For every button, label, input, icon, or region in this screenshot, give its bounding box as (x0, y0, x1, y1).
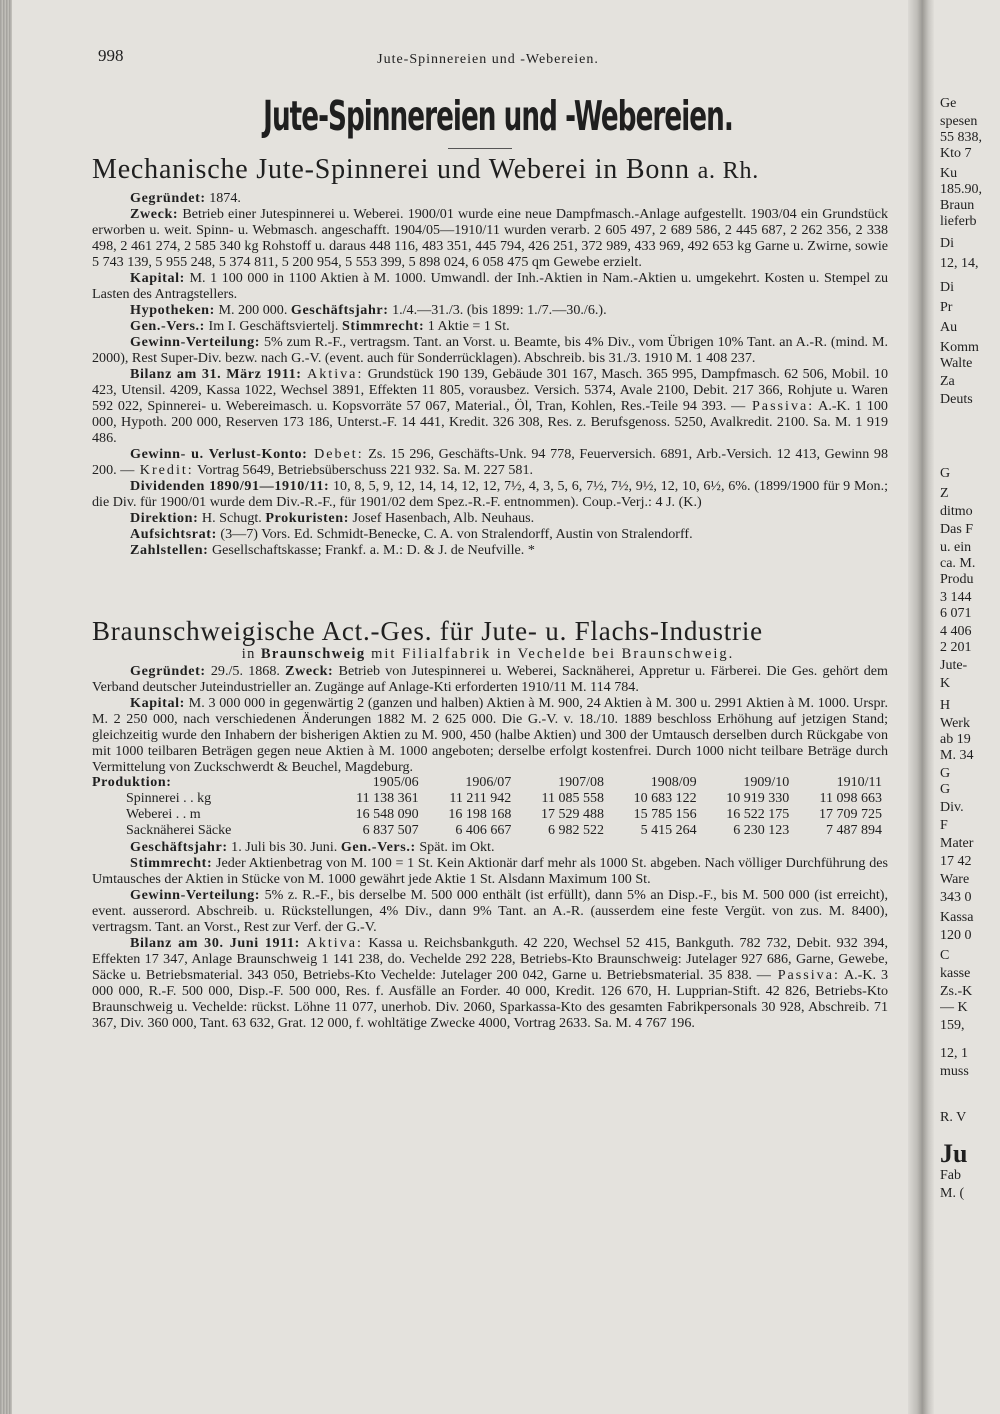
field-text: M. 1 100 000 in 1100 Aktien à M. 1000. Umwandl. der Inh.-Aktien in Nam.-Aktien u. umgekehrt. Kosten u. Stempel zu Lasten des Antragstellers. (92, 270, 888, 302)
production-year: 1907/08 (558, 775, 604, 790)
adjacent-fragment: kasse (940, 966, 971, 981)
production-year: 1908/09 (650, 775, 697, 790)
production-year: 1910/11 (836, 775, 882, 790)
adjacent-fragment: Div. (940, 800, 964, 815)
entry-paragraph (92, 526, 888, 542)
adjacent-fragment: Di (940, 236, 954, 251)
entry-paragraph (92, 318, 888, 334)
field-label: Bilanz am 31. März 1911: (130, 366, 302, 382)
production-row-label: Sacknäherei Säcke (126, 823, 232, 838)
production-cell: 16 548 090 (355, 807, 419, 822)
production-cell: 11 098 663 (819, 791, 882, 806)
production-row-label: Spinnerei . . kg (126, 791, 212, 806)
field-text: A.-K. 1 100 000, Hypoth. 200 000, Reserven 173 186, Unterst.-F. 14 441, Kredit. 326 308, Res. z. Berufsgenoss. 5250, Avalkredit. 2100. Sa. M. 1 919 486. (92, 398, 888, 446)
adjacent-fragment: Za (940, 374, 955, 389)
field-text: Spät. im Okt. (415, 839, 495, 855)
adjacent-fragment: Jute- (940, 658, 968, 673)
field-label: Geschäftsjahr: (130, 839, 228, 855)
field-label: Zahlstellen: (130, 542, 209, 558)
book-spine-edge (0, 0, 12, 1414)
entry-paragraph (92, 334, 888, 366)
entry-paragraph (92, 695, 888, 775)
adjacent-fragment: G (940, 466, 951, 481)
field-label: Stimmrecht: (130, 855, 213, 871)
adjacent-page-fragment (940, 0, 1000, 1414)
adjacent-fragment: Komm (940, 340, 979, 355)
spaced-label: Kredit: (134, 462, 194, 478)
field-text: 1./4.—31./3. (bis 1899: 1./7.—30./6.). (388, 302, 607, 318)
adjacent-fragment: Braun (940, 198, 975, 213)
company2-body-a (92, 663, 888, 775)
field-text: Kassa u. Reichsbankguth. 42 220, Wechsel 52 415, Bankguth. 782 732, Debit. 932 394, Effekten 17 347, Anlage Braunschweig 1 141 238, do. Vechelde 292 228, Betriebs-Kto Braunschweig: Jutelager 927 686, Garne, Gewebe, Säcke u. Betriebsmaterial. 343 050, Betriebs-Kto Vechelde: Jutelager 200 042, Garne u. Betriebsmaterial. 35 838. — (92, 935, 888, 983)
entry-paragraph (92, 663, 888, 695)
production-cell: 16 198 168 (448, 807, 512, 822)
adjacent-fragment: Fab (940, 1168, 961, 1183)
field-text: Betrieb einer Jutespinnerei u. Weberei. 1900/01 wurde eine neue Dampfmasch.-Anlage aufgestellt. 1903/04 ein Grundstück erworben u. weit. Spinn- u. Webmasch. angeschafft. 1904/05—1910/11 wurden verarb. 2 605 497, 2 689 586, 2 445 687, 2 262 356, 2 338 498, 2 461 274, 2 585 340 kg Rohstoff u. daraus 448 116, 483 351, 445 794, 426 251, 372 989, 433 969, 492 653 kg Garne u. Zwirne, sowie 5 743 139, 5 955 248, 5 374 811, 5 200 954, 5 553 399, 5 898 024, 6 058 475 qm Gewebe erzielt. (92, 206, 888, 270)
adjacent-fragment: Deuts (940, 392, 973, 407)
field-text: Grundstück 190 139, Gebäude 301 167, Masch. 365 995, Dampfmasch. 62 506, Mobil. 10 423, Utensil. 4209, Kassa 1022, Wechsel 3891, Effekten 11 805, vorausbez. Versich. 5374, Avale 2100, Debit. 217 366, Rohjute u. Waren 592 022, Spinnerei- u. Webereimasch. u. Kopsvorräte 57 067, Material., Öl, Tran, Kohlen, Res.-Teile 94 393. — (92, 366, 888, 414)
company2-subline-pre: in (241, 646, 261, 662)
adjacent-fragment: 12, 1 (940, 1046, 968, 1061)
field-text: (3—7) Vors. Ed. Schmidt-Benecke, C. A. von Stralendorff, Austin von Stralendorff. (216, 526, 693, 542)
spaced-label: Debet: (307, 446, 364, 462)
entry-paragraph (92, 887, 888, 935)
production-cell: 10 919 330 (726, 791, 790, 806)
field-label: Zweck: (130, 206, 179, 222)
adjacent-fragment: 4 406 (940, 624, 972, 639)
entry-paragraph (92, 302, 888, 318)
adjacent-fragment: lieferb (940, 214, 977, 229)
adjacent-fragment: M. ( (940, 1186, 965, 1201)
adjacent-fragment: H (940, 698, 951, 713)
adjacent-fragment: 6 071 (940, 606, 972, 621)
adjacent-fragment: Das F (940, 522, 974, 537)
section-title: Jute-Spinnereien und -Webereien. (263, 92, 733, 140)
adjacent-fragment: muss (940, 1064, 969, 1079)
adjacent-fragment: M. 34 (940, 748, 974, 763)
production-header-row (92, 775, 882, 791)
company1-name: Mechanische Jute-Spinnerei und Weberei in Bonn (92, 154, 690, 185)
entry-paragraph (92, 839, 888, 855)
adjacent-fragment: Mater (940, 836, 974, 851)
field-label: Gewinn- u. Verlust-Konto: (130, 446, 308, 462)
production-cell: 11 138 361 (356, 791, 419, 806)
page-number: 998 (98, 46, 124, 65)
adjacent-fragment: 120 0 (940, 928, 972, 943)
production-row (92, 823, 882, 839)
adjacent-fragment: 3 144 (940, 590, 972, 605)
running-title: Jute-Spinnereien und -Webereien. (377, 52, 599, 67)
field-text: Betrieb von Jutespinnerei u. Weberei, Sacknäherei, Appretur u. Färberei. Die Ges. gehört dem Verband deutscher Juteindustrieller an. Zugänge auf Anlage-Kti erforderten 1910/11 M. 114 784. (92, 663, 888, 695)
page (88, 40, 888, 1031)
field-text: Zs. 15 296, Geschäfts-Unk. 94 778, Feuerversich. 6891, Arb.-Versich. 12 413, Gewinn 98 200. — (92, 446, 889, 478)
field-text: Vortrag 5649, Betriebsüberschuss 221 932. Sa. M. 227 581. (193, 462, 534, 478)
adjacent-fragment: — K (940, 1000, 968, 1015)
field-text: M. 200 000. (214, 302, 291, 318)
running-header (88, 40, 888, 66)
adjacent-fragment: Kassa (940, 910, 974, 925)
production-cell: 16 522 175 (726, 807, 790, 822)
field-label: Gewinn-Verteilung: (130, 334, 261, 350)
adjacent-fragment: Di (940, 280, 954, 295)
adjacent-fragment: u. ein (940, 540, 972, 555)
field-label: Stimmrecht: (341, 318, 425, 334)
field-text: M. 3 000 000 in gegenwärtig 2 (ganzen und halben) Aktien à M. 900, 24 Aktien à M. 300 u. 2991 Aktien à M. 1000. Urspr. M. 2 250 000, nach verschiedenen Änderungen 1882 M. 2 625 000. Die G.-V. v. 18./10. 1889 beschloss Erhöhung auf jetzigen Stand; gleichzeitig wurde den Inhabern der bisherigen Aktien zu M. 900, 450 (halbe Aktien) und 300 der Umtausch derselben durch Rückgabe von mit 1000 teilbaren Beträgen gegen neue Aktien à M. 1000 angeboten; derselbe erfolgt kostenfrei. Durch 1000 nicht teilbare Beträge durch Vermittelung von Zuckschwerdt & Beuchel, Magdeburg. (92, 695, 888, 775)
production-cell: 11 085 558 (541, 791, 604, 806)
adjacent-fragment: Walte (940, 356, 973, 371)
adjacent-fragment: Z (940, 486, 949, 501)
field-label: Geschäftsjahr: (290, 302, 389, 318)
company2-body-b (92, 839, 888, 1031)
adjacent-fragment: 2 201 (940, 640, 972, 655)
company2-title: Braunschweigische Act.-Ges. für Jute- u. Flachs-Industrie (92, 616, 763, 646)
entry-paragraph (92, 190, 888, 206)
field-text: Josef Hasenbach, Alb. Neuhaus. (349, 510, 535, 526)
production-year: 1905/06 (372, 775, 419, 790)
page-gutter (908, 0, 934, 1414)
production-cell: 6 982 522 (547, 823, 604, 838)
adjacent-fragment: R. V (940, 1110, 967, 1125)
field-text: 1 Aktie = 1 St. (424, 318, 510, 334)
field-label: Gegründet: (130, 663, 206, 679)
field-text: Gesellschaftskasse; Frankf. a. M.: D. & J. de Neufville. * (208, 542, 535, 558)
field-text: H. Schugt. (198, 510, 266, 526)
production-cell: 6 406 667 (455, 823, 512, 838)
production-block (92, 775, 888, 839)
field-text: 29./5. 1868. (205, 663, 286, 679)
company2-subline (88, 646, 888, 663)
adjacent-fragment: 12, 14, (940, 256, 979, 271)
production-cell: 7 487 894 (826, 823, 882, 838)
field-text: A.-K. 3 000 000, R.-F. 500 000, Disp.-F. 500 000, Res. f. Ausfälle an Forder. 40 000, Kredit. 126 670, H. Lupprian-Stift. 42 826, Betriebs-Kto Braunschweig u. Vechelde: rückst. Löhne 11 077, unerhob. Div. 2060, Sparkassa-Kto des gesamten Fabrikpersonals 30 928, Abschreib. 71 367, Div. 360 000, Tant. 63 632, Grat. 12 000, f. wohltätige Zwecke 4000, Vortrag 2633. Sa. M. 4 767 196. (92, 967, 888, 1031)
production-row (92, 791, 882, 807)
adjacent-fragment: Ju (940, 1139, 968, 1168)
adjacent-fragment: K (940, 676, 951, 691)
field-label: Gewinn-Verteilung: (130, 887, 261, 903)
production-row-label: Weberei . . m (126, 807, 201, 822)
production-label: Produktion: (92, 775, 172, 790)
field-label: Zweck: (285, 663, 334, 679)
field-label: Bilanz am 30. Juni 1911: (130, 935, 300, 951)
spaced-label: Aktiva: (301, 366, 364, 382)
adjacent-fragment: F (940, 818, 948, 833)
field-label: Kapital: (130, 695, 185, 711)
entry-paragraph (92, 542, 888, 558)
entry-paragraph (92, 446, 888, 478)
field-text: Jeder Aktienbetrag von M. 100 = 1 St. Kein Aktionär darf mehr als 1000 St. abgeben. Nach völliger Durchführung des Umtausches der Aktien in Stücke von M. 1000 gewährt jede Aktie 1 St. Alsdann Maximum 100 St. (92, 855, 888, 887)
production-cell: 10 683 122 (633, 791, 697, 806)
adjacent-fragment: 343 0 (940, 890, 972, 905)
field-text: Im I. Geschäftsviertelj. (204, 318, 342, 334)
company2-subline-post: mit Filialfabrik in Vechelde bei Braunschweig. (365, 646, 735, 662)
company1-title (92, 155, 888, 186)
company1-body (92, 190, 888, 558)
adjacent-fragment: Kto 7 (940, 146, 972, 161)
adjacent-fragment: Pr (940, 300, 953, 315)
adjacent-fragment: G (940, 782, 951, 797)
production-cell: 6 230 123 (733, 823, 790, 838)
adjacent-fragment: 17 42 (940, 854, 972, 869)
field-label: Hypotheken: (130, 302, 215, 318)
production-year: 1909/10 (743, 775, 790, 790)
entry-paragraph (92, 270, 888, 302)
entry-paragraph (92, 366, 888, 446)
adjacent-fragment: C (940, 948, 950, 963)
title-rule (448, 148, 512, 149)
adjacent-fragment: Werk (940, 716, 970, 731)
field-label: Gegründet: (130, 190, 206, 206)
company1-name-suffix: a. Rh. (697, 158, 760, 184)
adjacent-fragment: 185.90, (940, 182, 982, 197)
adjacent-fragment: ditmo (940, 504, 973, 519)
production-cell: 17 709 725 (819, 807, 882, 822)
entry-paragraph (92, 855, 888, 887)
entry-paragraph (92, 478, 888, 510)
production-table (92, 775, 882, 839)
field-label: Gen.-Vers.: (340, 839, 416, 855)
field-label: Kapital: (130, 270, 185, 286)
adjacent-fragment: Ge (940, 96, 957, 111)
field-label: Direktion: (130, 510, 199, 526)
production-cell: 15 785 156 (633, 807, 697, 822)
production-cell: 17 529 488 (540, 807, 604, 822)
entry-paragraph (92, 935, 888, 1031)
adjacent-fragment: 159, (940, 1018, 965, 1033)
field-label: Gen.-Vers.: (130, 318, 205, 334)
adjacent-fragment: ca. M. (940, 556, 976, 571)
field-label: Dividenden 1890/91—1910/11: (130, 478, 330, 494)
adjacent-fragment: 55 838, (940, 130, 982, 145)
adjacent-fragment: G (940, 766, 951, 781)
adjacent-fragment: Produ (940, 572, 974, 587)
adjacent-fragment: ab 19 (940, 732, 971, 747)
entry-paragraph (92, 510, 888, 526)
field-label: Prokuristen: (265, 510, 350, 526)
adjacent-fragment: Au (940, 320, 958, 335)
field-text: 1874. (205, 190, 241, 206)
field-text: 5% z. R.-F., bis derselbe M. 500 000 enthält (ist erfüllt), dann 5% an Disp.-F., bis M. 500 000 (ist erreicht), event. ausserord. Abschreib. u. Rückstellungen, 4% Div., dann 9% Tant. an A.-R. (ausserdem eine feste Vergüt. von zus. M. 8400), vertragsm. Tant. an Vorst., Rest zur Verf. der G.-V. (92, 887, 888, 935)
company2-city: Braunschweig (260, 646, 366, 662)
field-text: 10, 8, 5, 9, 12, 14, 14, 12, 12, 7½, 4, 3, 5, 6, 7½, 7½, 9½, 12, 10, 6½, 6%. (1899/1900 für 9 Mon.; die Div. für 1900/01 wurde dem Div.-R.-F., für 1901/02 dem Spez.-R.-F. entnommen). Coup.-Verj.: 4 J. (K.) (92, 478, 889, 510)
field-label: Aufsichtsrat: (130, 526, 217, 542)
field-text: 1. Juli bis 30. Juni. (227, 839, 341, 855)
field-text: 5% zum R.-F., vertragsm. Tant. an Vorst. u. Beamte, bis 4% Div., vom Übrigen 10% Tant. an A.-R. (mind. M. 2000), Rest Super-Div. bezw. nach G.-V. (event. auch für Sonderrücklagen). Abschreib. bis 31./3. 1910 M. 1 408 237. (92, 334, 888, 366)
adjacent-fragment: Zs.-K (940, 984, 973, 999)
spaced-label: Aktiva: (299, 935, 363, 951)
adjacent-fragment: Ware (940, 872, 970, 887)
production-cell: 5 415 264 (640, 823, 697, 838)
production-cell: 11 211 942 (449, 791, 512, 806)
production-cell: 6 837 507 (362, 823, 419, 838)
adjacent-fragment: spesen (940, 114, 978, 129)
production-row (92, 807, 882, 823)
adjacent-fragment: Ku (940, 166, 958, 181)
production-year: 1906/07 (465, 775, 512, 790)
entry-paragraph (92, 206, 888, 270)
spaced-label: Passiva: (770, 967, 840, 983)
spaced-label: Passiva: (745, 398, 815, 414)
